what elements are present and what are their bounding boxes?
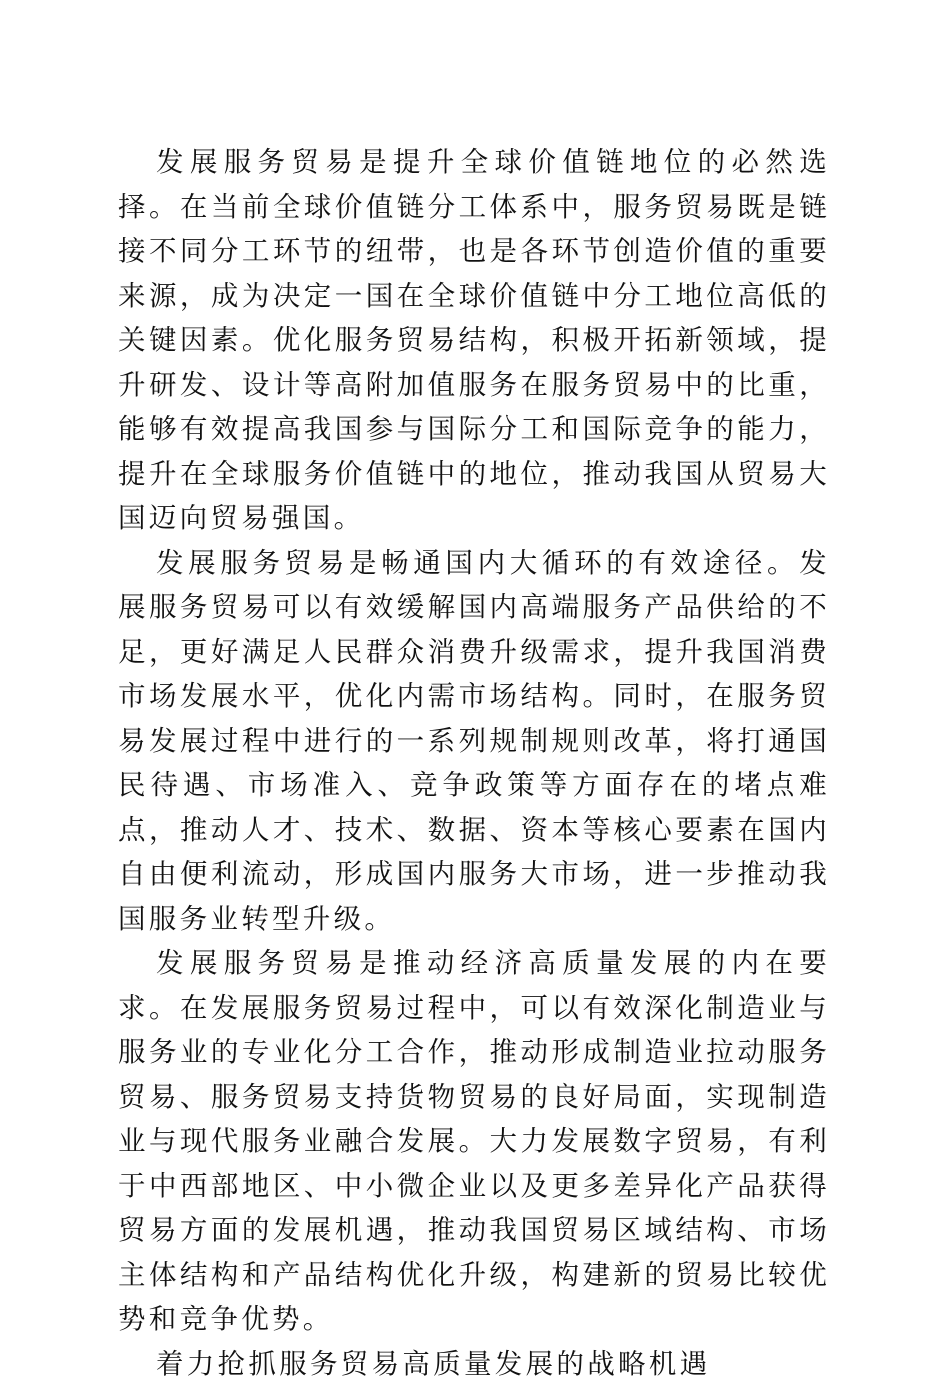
paragraph-global-value-chain: 发展服务贸易是提升全球价值链地位的必然选择。在当前全球价值链分工体系中，服务贸易既是链接不同分工环节的纽带，也是各环节创造价值的重要来源，成为决定一国在全球价值链中分工地位高低的关键因素。优化服务贸易结构，积极开拓新领域，提升研发、设计等高附加值服务在服务贸易中的比重，能够有效提高我国参与国际分工和国际竞争的能力，提升在全球服务价值链中的地位，推动我国从贸易大国迈向贸易强国。 xyxy=(118,140,830,541)
document-page xyxy=(118,140,830,1386)
section-heading: 着力抢抓服务贸易高质量发展的战略机遇 xyxy=(118,1342,830,1386)
paragraph-high-quality-development: 发展服务贸易是推动经济高质量发展的内在要求。在发展服务贸易过程中，可以有效深化制造业与服务业的专业化分工合作，推动形成制造业拉动服务贸易、服务贸易支持货物贸易的良好局面，实现制造业与现代服务业融合发展。大力发展数字贸易，有利于中西部地区、中小微企业以及更多差异化产品获得贸易方面的发展机遇，推动我国贸易区域结构、市场主体结构和产品结构优化升级，构建新的贸易比较优势和竞争优势。 xyxy=(118,941,830,1342)
paragraph-domestic-circulation: 发展服务贸易是畅通国内大循环的有效途径。发展服务贸易可以有效缓解国内高端服务产品供给的不足，更好满足人民群众消费升级需求，提升我国消费市场发展水平，优化内需市场结构。同时，在服务贸易发展过程中进行的一系列规制规则改革，将打通国民待遇、市场准入、竞争政策等方面存在的堵点难点，推动人才、技术、数据、资本等核心要素在国内自由便利流动，形成国内服务大市场，进一步推动我国服务业转型升级。 xyxy=(118,541,830,942)
